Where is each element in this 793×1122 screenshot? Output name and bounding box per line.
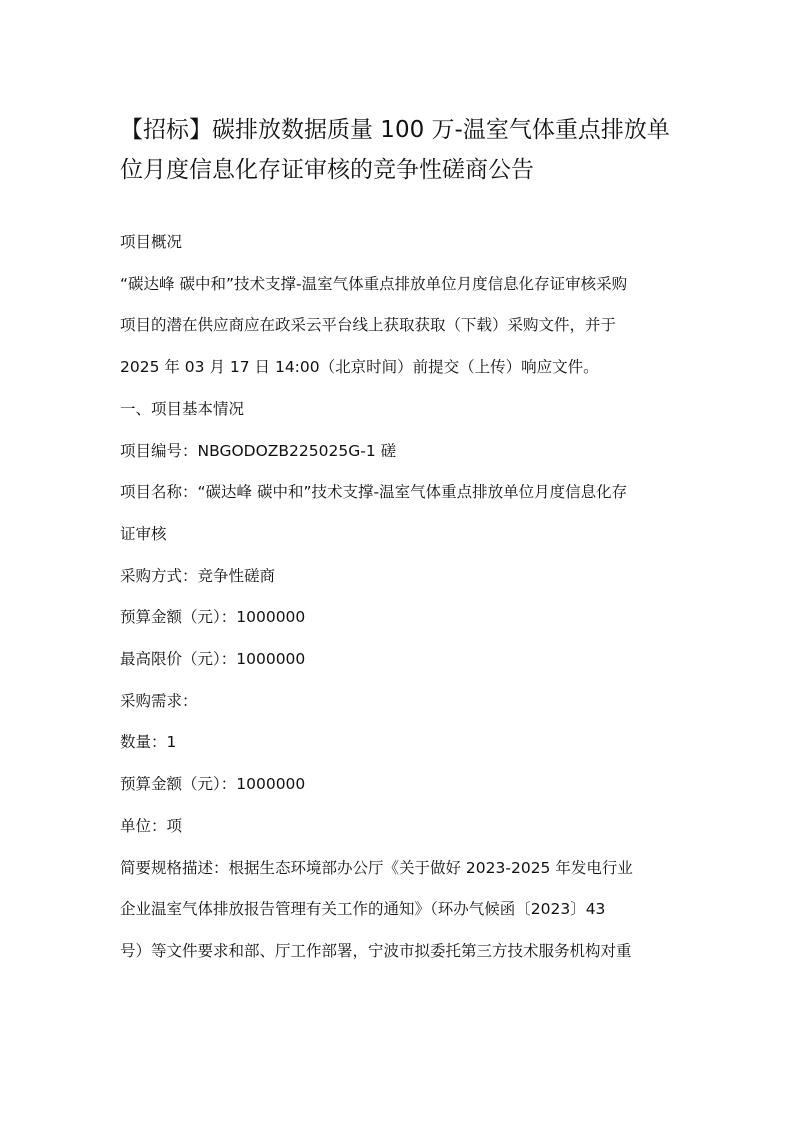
- project-name-line-1: 项目名称：“碳达峰 碳中和”技术支撑-温室气体重点排放单位月度信息化存: [120, 483, 628, 502]
- spec-line-3: 号）等文件要求和部、厅工作部署，宁波市拟委托第三方技术服务机构对重: [120, 941, 632, 960]
- budget-amount: 预算金额（元）：1000000: [120, 608, 306, 627]
- requirements-heading: 采购需求：: [120, 691, 198, 710]
- procurement-method: 采购方式：竞争性磋商: [120, 566, 276, 585]
- overview-heading: 项目概况: [120, 233, 183, 251]
- spec-line-2: 企业温室气体排放报告管理有关工作的通知》（环办气候函〔2023〕43: [120, 900, 606, 919]
- unit: 单位：项: [120, 816, 183, 835]
- title-line-1: 【招标】碳排放数据质量 100 万-温室气体重点排放单: [120, 117, 670, 143]
- max-price: 最高限价（元）：1000000: [120, 650, 306, 669]
- overview-line-2: 项目的潜在供应商应在政采云平台线上获取获取（下载）采购文件，并于: [120, 316, 617, 335]
- document-title: [120, 110, 676, 190]
- project-name-line-2: 证审核: [120, 524, 167, 543]
- requirements-budget-amount: 预算金额（元）：1000000: [120, 775, 306, 794]
- spec-line-1: 简要规格描述：根据生态环境部办公厅《关于做好 2023-2025 年发电行业: [120, 858, 633, 877]
- overview-line-1: “碳达峰 碳中和”技术支撑-温室气体重点排放单位月度信息化存证审核采购: [120, 274, 628, 293]
- title-line-2: 位月度信息化存证审核的竞争性磋商公告: [120, 157, 534, 183]
- quantity: 数量：1: [120, 733, 177, 752]
- overview-line-3: 2025 年 03 月 17 日 14:00（北京时间）前提交（上传）响应文件。: [120, 358, 599, 377]
- document-body: [120, 222, 676, 973]
- basic-info-heading: 一、项目基本情况: [120, 399, 245, 418]
- project-number: 项目编号：NBGODOZB225025G-1 磋: [120, 441, 397, 460]
